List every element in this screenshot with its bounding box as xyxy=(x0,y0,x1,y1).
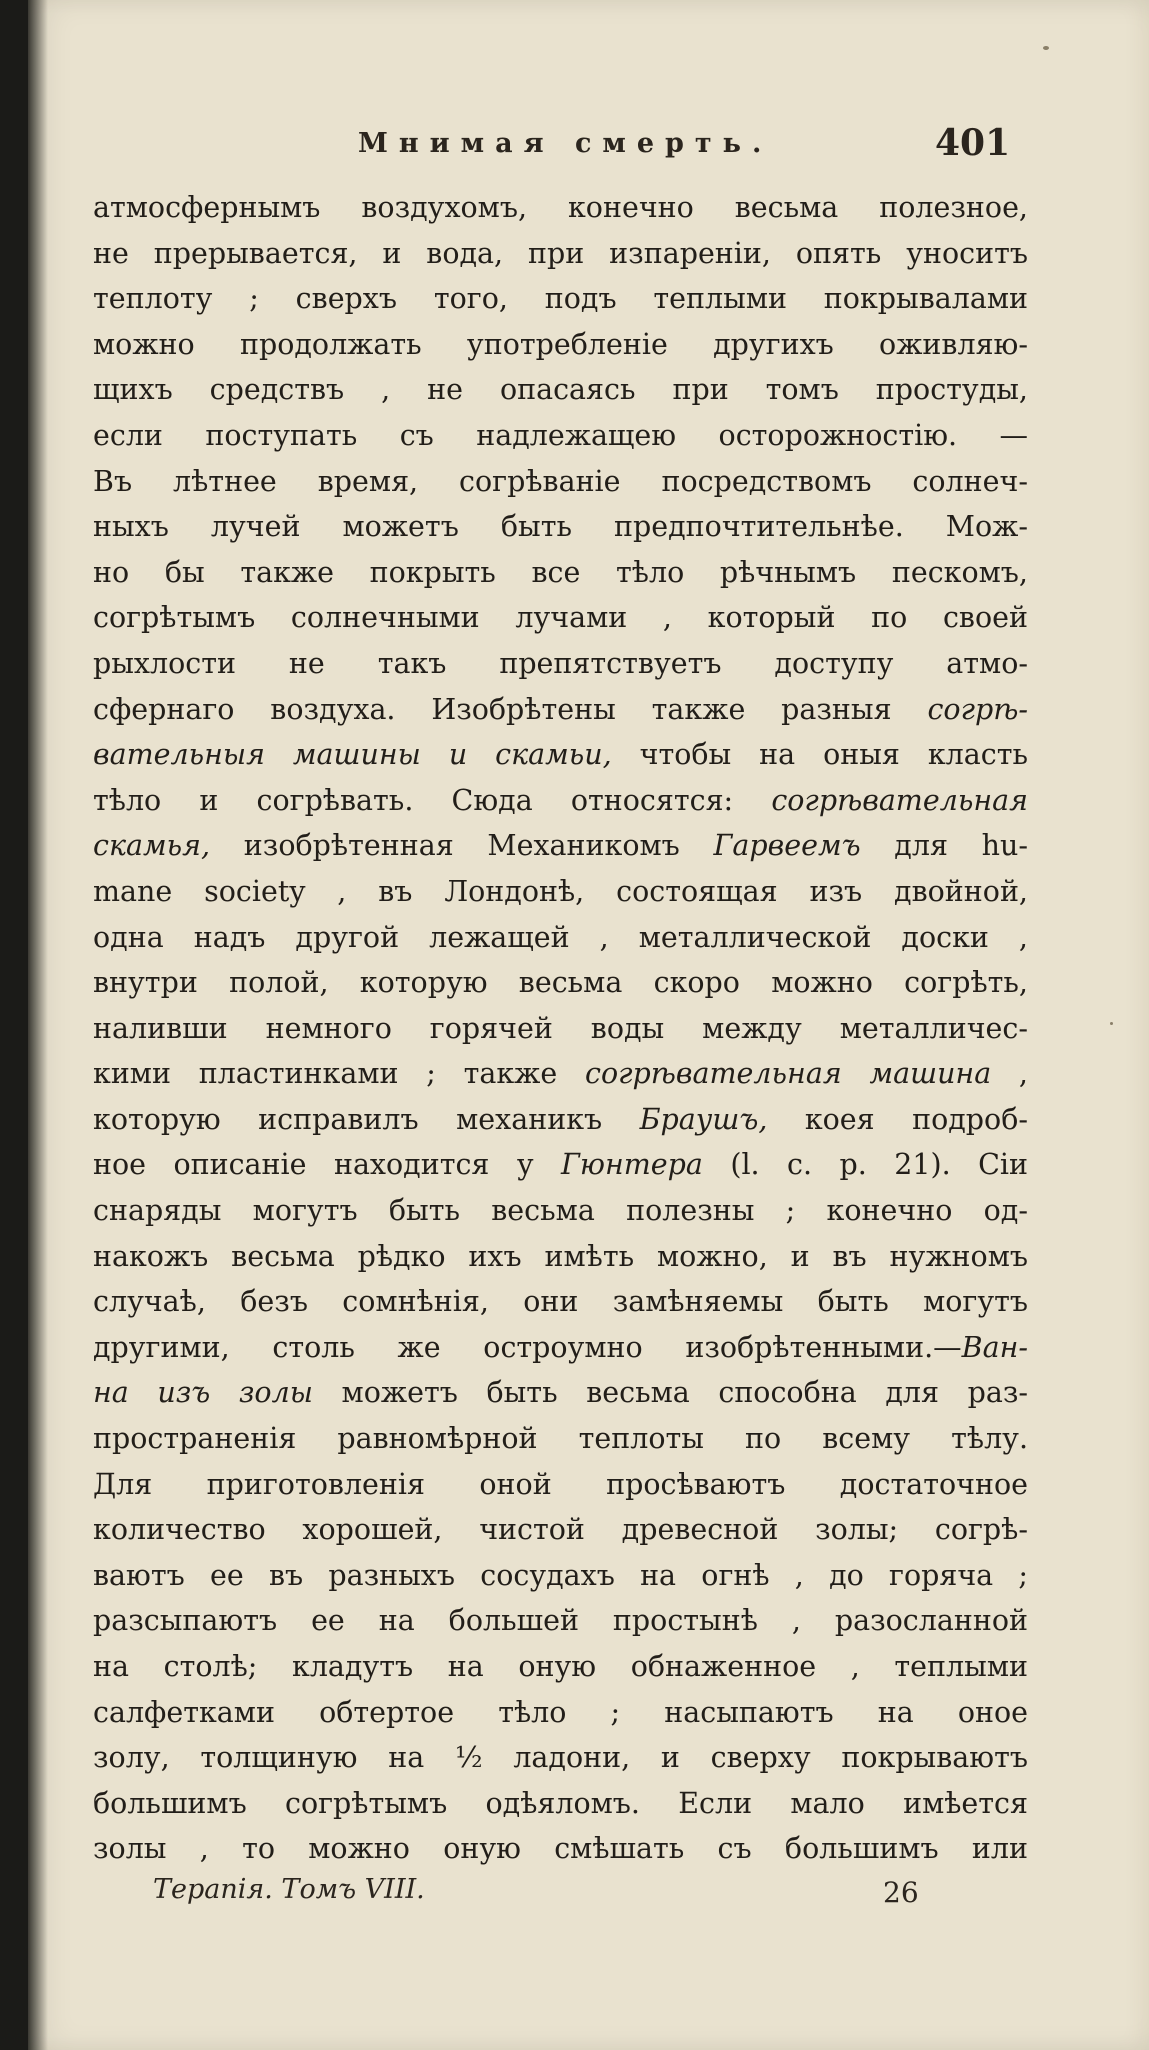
text-line xyxy=(93,687,1028,733)
text-segment: салфетками обтертое тѣло ; насыпаютъ на оное xyxy=(93,1695,1028,1729)
text-line xyxy=(93,960,1028,1006)
text-segment: Въ лѣтнее время, согрѣваніе посредствомъ солнеч- xyxy=(93,464,1028,498)
text-line xyxy=(93,413,1028,459)
text-segment: случаѣ, безъ сомнѣнія, они замѣняемы быть могутъ xyxy=(93,1285,1028,1319)
italic-text: Гюнтера xyxy=(561,1148,703,1182)
text-segment: разсыпаютъ ее на большей простынѣ , разосланной xyxy=(93,1604,1028,1638)
italic-text: согрѣ- xyxy=(927,692,1028,726)
italic-text: скамья, xyxy=(93,829,211,863)
text-line xyxy=(93,1188,1028,1234)
text-segment: mane society , въ Лондонѣ, состоящая изъ двойной, xyxy=(93,874,1028,908)
text-segment: коея подроб- xyxy=(767,1102,1028,1136)
text-segment: щихъ средствъ , не опасаясь при томъ простуды, xyxy=(93,373,1028,407)
body-text xyxy=(93,185,1028,1872)
text-line xyxy=(93,185,1028,231)
text-segment: можетъ быть весьма способна для раз- xyxy=(312,1376,1028,1410)
italic-text: Браушъ, xyxy=(639,1102,768,1136)
italic-text: на изъ золы xyxy=(93,1376,313,1410)
text-segment: внутри полой, которую весьма скоро можно согрѣть, xyxy=(93,966,1028,1000)
text-line xyxy=(93,915,1028,961)
text-segment: , xyxy=(991,1057,1028,1091)
text-segment: согрѣтымъ солнечными лучами , который по своей xyxy=(93,601,1028,635)
text-segment: Для приготовленія оной просѣваютъ достаточное xyxy=(93,1467,1028,1501)
text-segment: сфернаго воздуха. Изобрѣтены также разныя xyxy=(93,692,928,726)
text-segment: не прерывается, и вода, при изпареніи, опять уноситъ xyxy=(93,236,1028,270)
text-segment: рыхлости не такъ препятствуетъ доступу атмо- xyxy=(93,646,1028,680)
text-line xyxy=(93,367,1028,413)
text-segment: снаряды могутъ быть весьма полезны ; конечно од- xyxy=(93,1194,1028,1228)
text-line xyxy=(93,276,1028,322)
text-line xyxy=(93,1462,1028,1508)
text-segment: пространенія равномѣрной теплоты по всему тѣлу. xyxy=(93,1422,1028,1456)
page-number: 401 xyxy=(935,122,1011,164)
text-line xyxy=(93,869,1028,915)
text-line xyxy=(93,1416,1028,1462)
text-line xyxy=(93,550,1028,596)
text-segment: золу, толщиную на ½ ладони, и сверху покрываютъ xyxy=(93,1741,1028,1775)
signature-mark: Терапія. Томъ VIII. xyxy=(153,1874,425,1905)
text-segment: наливши немного горячей воды между металличес- xyxy=(93,1011,1028,1045)
text-line xyxy=(93,322,1028,368)
text-line xyxy=(93,1735,1028,1781)
text-segment: если поступать съ надлежащею осторожностію. — xyxy=(93,418,1028,452)
text-segment: ное описаніе находится у xyxy=(93,1148,562,1182)
text-segment: ныхъ лучей можетъ быть предпочтительнѣе. Мож- xyxy=(93,510,1028,544)
text-line xyxy=(93,641,1028,687)
text-line xyxy=(93,1325,1028,1371)
italic-text: согрѣвательная машина xyxy=(585,1057,992,1091)
text-segment: но бы также покрыть все тѣло рѣчнымъ пескомъ, xyxy=(93,555,1028,589)
italic-text: согрѣвательная xyxy=(771,783,1028,817)
text-segment: тѣло и согрѣвать. Сюда относятся: xyxy=(93,783,772,817)
text-line xyxy=(93,778,1028,824)
text-line xyxy=(93,1279,1028,1325)
spine-shadow xyxy=(28,0,48,2050)
text-line xyxy=(93,595,1028,641)
text-segment: ваютъ ее въ разныхъ сосудахъ на огнѣ , до горяча ; xyxy=(93,1558,1028,1592)
text-line xyxy=(93,1051,1028,1097)
text-line xyxy=(93,1644,1028,1690)
ink-speck xyxy=(1110,1022,1113,1025)
text-line xyxy=(93,1234,1028,1280)
text-line xyxy=(93,1598,1028,1644)
text-line xyxy=(93,1690,1028,1736)
text-segment: можно продолжать употребленіе другихъ оживляю- xyxy=(93,327,1028,361)
text-segment: одна надъ другой лежащей , металлической доски , xyxy=(93,920,1028,954)
ink-speck xyxy=(1043,46,1049,50)
sheet-number: 26 xyxy=(883,1876,919,1909)
text-segment: кими пластинками ; также xyxy=(93,1057,586,1091)
text-line xyxy=(93,1826,1028,1872)
text-segment: для hu- xyxy=(860,829,1028,863)
text-segment: теплоту ; сверхъ того, подъ теплыми покрывалами xyxy=(93,282,1028,316)
text-segment: большимъ согрѣтымъ одѣяломъ. Если мало имѣется xyxy=(93,1786,1028,1820)
text-segment: (l. c. p. 21). Сіи xyxy=(702,1148,1028,1182)
text-line xyxy=(93,1097,1028,1143)
text-line xyxy=(93,459,1028,505)
text-line xyxy=(93,231,1028,277)
text-line xyxy=(93,823,1028,869)
text-line xyxy=(93,1553,1028,1599)
text-line xyxy=(93,1370,1028,1416)
text-segment: чтобы на оныя класть xyxy=(611,738,1028,772)
text-segment: атмосфернымъ воздухомъ, конечно весьма полезное, xyxy=(93,191,1028,224)
text-segment: количество хорошей, чистой древесной золы; согрѣ- xyxy=(93,1513,1028,1547)
italic-text: Ван- xyxy=(961,1330,1028,1364)
italic-text: Гарвеемъ xyxy=(713,829,861,863)
text-line xyxy=(93,504,1028,550)
italic-text: вательныя машины и скамьи, xyxy=(93,738,612,772)
text-line xyxy=(93,1507,1028,1553)
text-line xyxy=(93,1142,1028,1188)
text-segment: изобрѣтенная Механикомъ xyxy=(210,829,714,863)
page-footer xyxy=(28,1874,1149,1924)
text-line xyxy=(93,732,1028,778)
text-segment: накожъ весьма рѣдко ихъ имѣть можно, и въ нужномъ xyxy=(93,1239,1028,1273)
running-title: Мнимая смерть. xyxy=(358,128,773,159)
text-line xyxy=(93,1781,1028,1827)
text-segment: другими, столь же остроумно изобрѣтенными.— xyxy=(93,1330,962,1364)
text-segment: золы , то можно оную смѣшать съ большимъ или xyxy=(93,1832,1028,1866)
book-page xyxy=(28,0,1149,2050)
text-segment: на столѣ; кладутъ на оную обнаженное , теплыми xyxy=(93,1650,1028,1683)
text-segment: которую исправилъ механикъ xyxy=(93,1102,640,1136)
text-line xyxy=(93,1006,1028,1052)
page-header xyxy=(28,122,1149,178)
